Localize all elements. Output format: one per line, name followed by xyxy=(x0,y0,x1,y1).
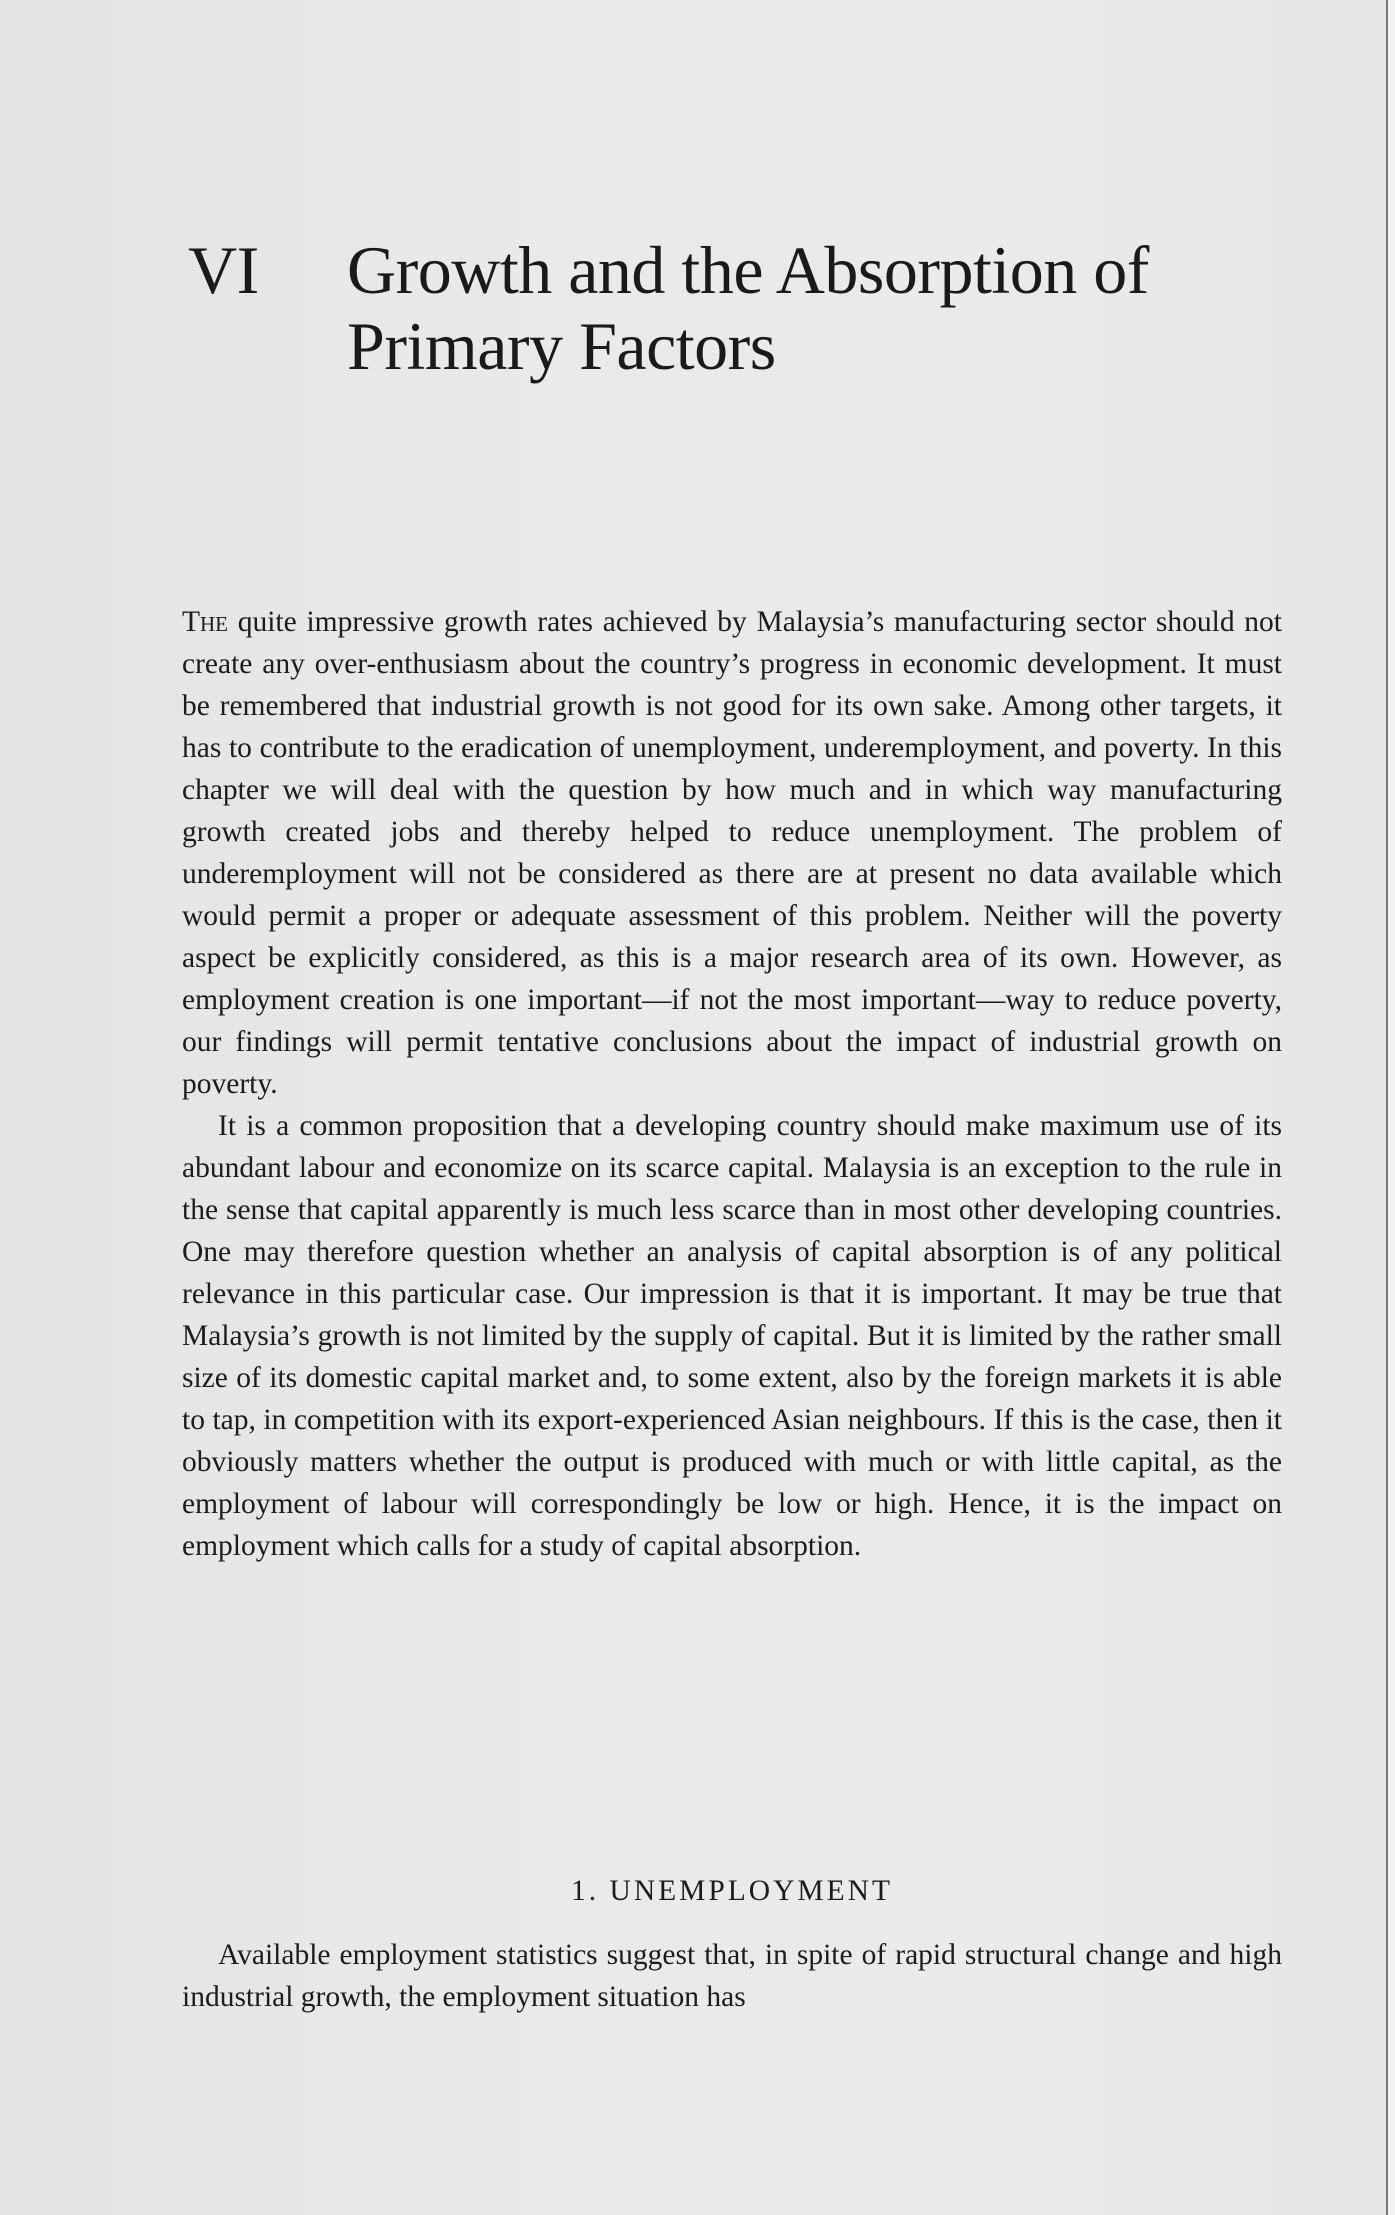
chapter-title-block xyxy=(188,232,1288,384)
paragraph-1 xyxy=(182,601,1282,1105)
paragraph-2: It is a common proposition that a developing country should make maximum use of its abundant labour and economize on its scarce capital. Malaysia is an exception to the rule in the sense that capital apparently is much less scarce than in most other developing countries. One may therefore question whether an analysis of capital absorption is of any political relevance in this particular case. Our impression is that it is important. It may be true that Malaysia’s growth is not limited by the supply of capital. But it is limited by the rather small size of its domestic capital market and, to some extent, also by the foreign markets it is able to tap, in competition with its export-experienced Asian neighbours. If this is the case, then it obviously matters whether the output is produced with much or with little capital, as the employment of labour will correspondingly be low or high. Hence, it is the impact on employment which calls for a study of capital absorption. xyxy=(182,1110,1282,1562)
body-text xyxy=(182,601,1282,1567)
section-heading: 1. UNEMPLOYMENT xyxy=(571,1875,893,1907)
paragraph-3: Available employment statistics suggest that, in spite of rapid structural change and high industrial growth, the employment situation has xyxy=(182,1939,1282,2013)
paragraph-1-text: quite impressive growth rates achieved by Malaysia’s manufacturing sector should not create any over-enthusiasm about the country’s progress in economic development. It must be remembered that industrial growth is not good for its own sake. Among other targets, it has to contribute to the eradication of unemployment, underemployment, and poverty. In this chapter we will deal with the question by how much and in which way manufacturing growth created jobs and thereby helped to reduce unemployment. The problem of underemployment will not be considered as there are at present no data available which would permit a proper or adequate assessment of this problem. Neither will the poverty aspect be explicitly considered, as this is a major research area of its own. However, as employment creation is one important—if not the most important—way to reduce poverty, our findings will permit tentative conclusions about the impact of industrial growth on poverty. xyxy=(182,606,1282,1100)
section-body xyxy=(182,1934,1282,2018)
chapter-title xyxy=(347,232,1288,384)
chapter-title-line-1: Growth and the Absorption of xyxy=(347,232,1149,308)
chapter-heading xyxy=(188,232,1288,384)
chapter-number: VI xyxy=(188,232,259,308)
paragraph-1-lead: The xyxy=(182,606,229,638)
adjacent-page-strip xyxy=(1388,0,1395,2215)
chapter-title-line-2: Primary Factors xyxy=(347,308,776,384)
